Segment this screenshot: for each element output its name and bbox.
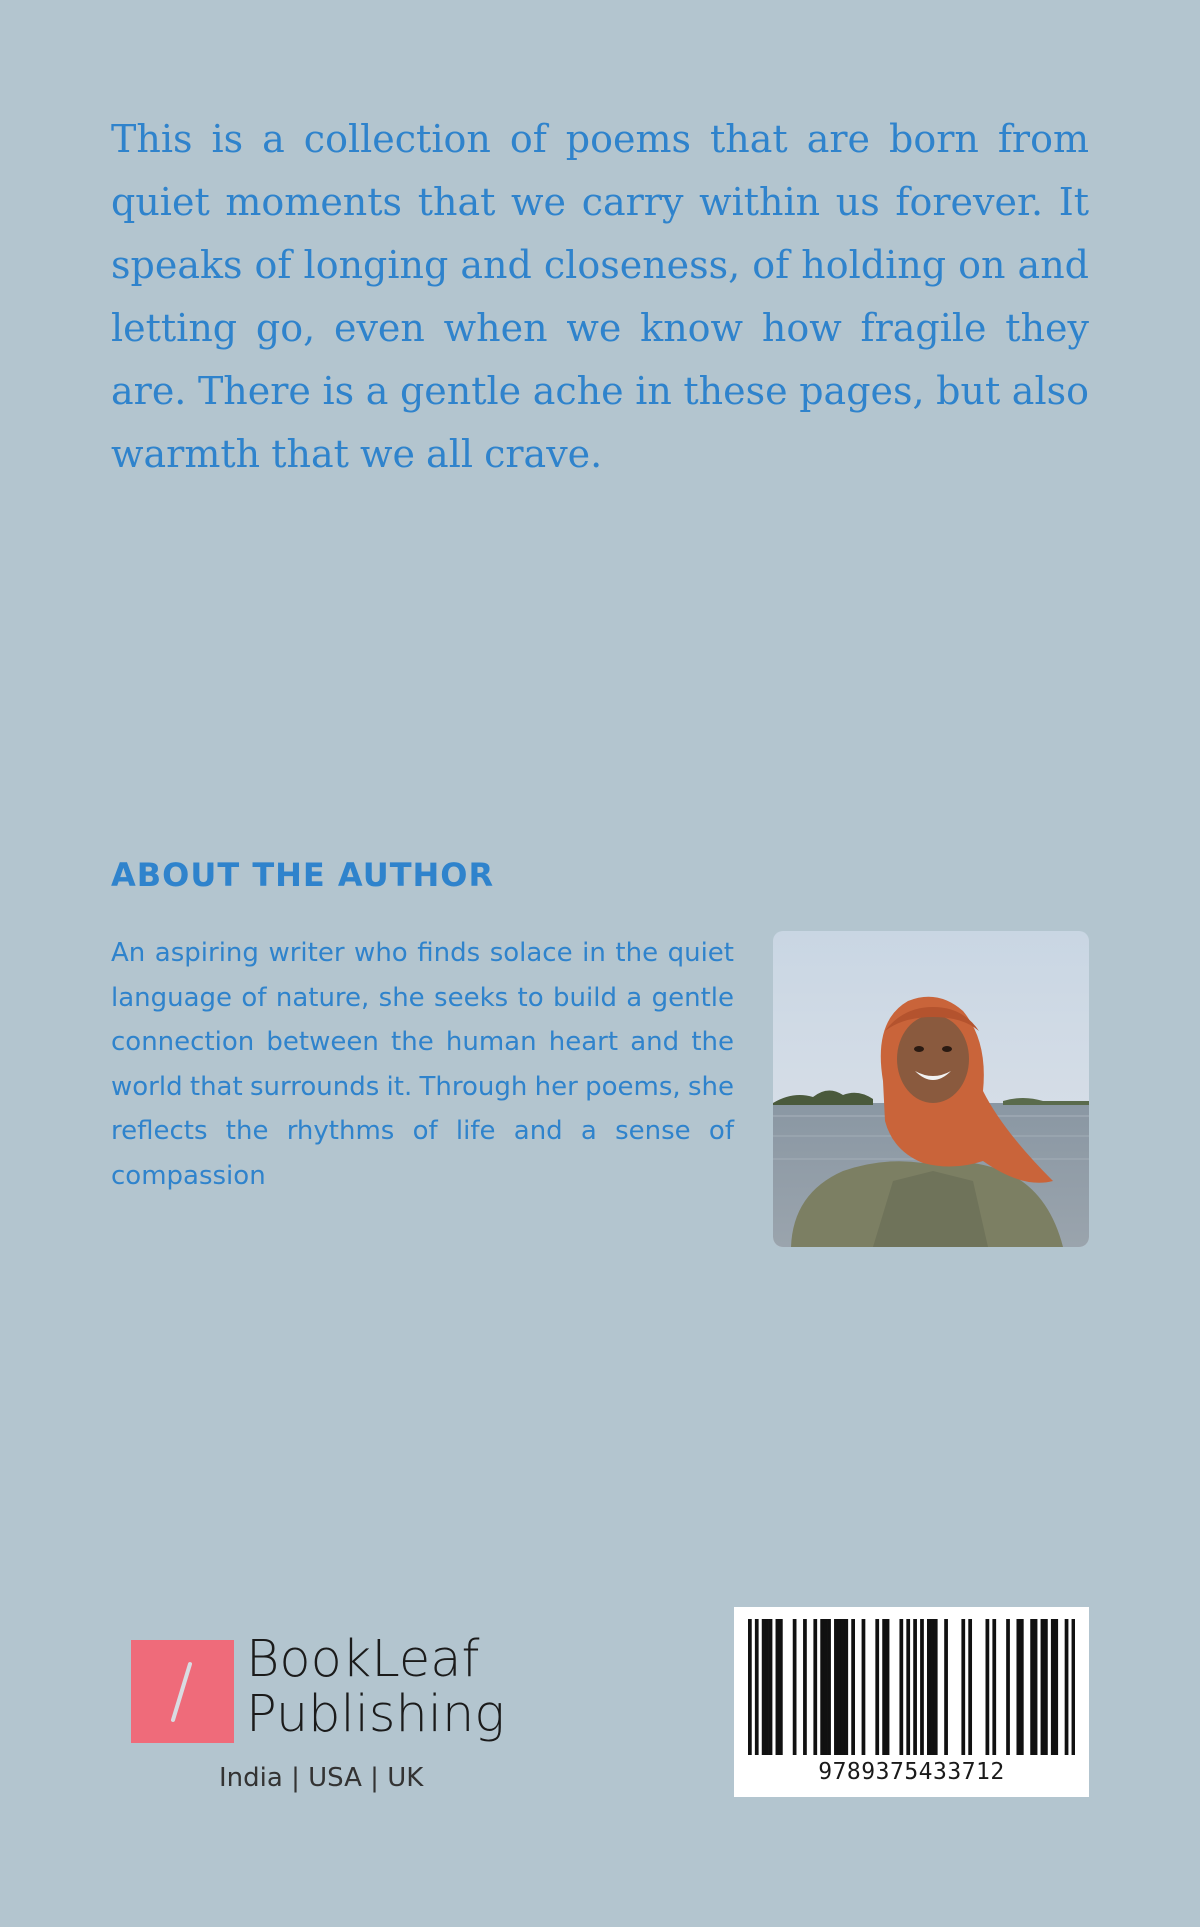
barcode-bar	[986, 1619, 990, 1755]
publisher-logo-icon	[131, 1640, 234, 1743]
barcode-bar	[906, 1619, 910, 1755]
barcode-bar	[968, 1619, 972, 1755]
barcode-bar	[882, 1619, 886, 1755]
barcode-bar	[886, 1619, 890, 1755]
barcode-bar	[776, 1619, 780, 1755]
barcode-bar	[934, 1619, 938, 1755]
barcode-bars	[748, 1619, 1075, 1755]
barcode-bar	[875, 1619, 879, 1755]
barcode-bar	[920, 1619, 924, 1755]
barcode-bar	[862, 1619, 866, 1755]
barcode-bar	[1034, 1619, 1038, 1755]
barcode-bar	[1030, 1619, 1034, 1755]
barcode-bar	[779, 1619, 783, 1755]
barcode-bar	[765, 1619, 769, 1755]
barcode-bar	[769, 1619, 773, 1755]
barcode-bar	[834, 1619, 838, 1755]
barcode-bar	[1041, 1619, 1045, 1755]
barcode-bar	[827, 1619, 831, 1755]
barcode-bar	[1016, 1619, 1020, 1755]
barcode-bar	[793, 1619, 797, 1755]
publisher-name-line2: Publishing	[246, 1685, 505, 1744]
about-author-text: An aspiring writer who finds solace in the quiet language of nature, she seeks to build a gentle connection between the human heart and the world that surrounds it. Through her poems, she reflects the rhythms of life and a sense of compassion	[111, 938, 734, 1191]
barcode-bar	[1051, 1619, 1055, 1755]
publisher-locations: India | USA | UK	[219, 1763, 424, 1793]
barcode-bar	[851, 1619, 855, 1755]
isbn-number: 9789375433712	[818, 1759, 1005, 1785]
publisher-name	[246, 1632, 505, 1742]
barcode-bar	[927, 1619, 931, 1755]
barcode-bar	[1072, 1619, 1075, 1755]
barcode-bar	[813, 1619, 817, 1755]
barcode-bar	[837, 1619, 841, 1755]
about-author-heading: ABOUT THE AUTHOR	[111, 856, 495, 894]
publisher-name-line1: BookLeaf	[246, 1630, 480, 1689]
barcode-bar	[1020, 1619, 1024, 1755]
isbn-barcode	[734, 1607, 1089, 1797]
barcode-bar	[755, 1619, 759, 1755]
barcode-bar	[824, 1619, 828, 1755]
barcode-bar	[820, 1619, 824, 1755]
barcode-bar	[944, 1619, 948, 1755]
barcode-bar	[841, 1619, 845, 1755]
author-photo	[773, 931, 1089, 1247]
barcode-bar	[930, 1619, 934, 1755]
barcode-bar	[1065, 1619, 1069, 1755]
barcode-bar	[1054, 1619, 1058, 1755]
barcode-bar	[844, 1619, 848, 1755]
barcode-bar	[1044, 1619, 1048, 1755]
barcode-bar	[1006, 1619, 1010, 1755]
cover-blurb: This is a collection of poems that are born from quiet moments that we carry within us forever. It speaks of longing and closeness, of holding on and letting go, even when we know how fragile they are. There is a gentle ache in these pages, but also warmth that we all crave.	[111, 117, 1089, 476]
barcode-bar	[961, 1619, 965, 1755]
barcode-bar	[762, 1619, 766, 1755]
barcode-bar	[803, 1619, 807, 1755]
barcode-bar	[992, 1619, 996, 1755]
barcode-bar	[913, 1619, 917, 1755]
barcode-bar	[899, 1619, 903, 1755]
barcode-bar	[748, 1619, 752, 1755]
